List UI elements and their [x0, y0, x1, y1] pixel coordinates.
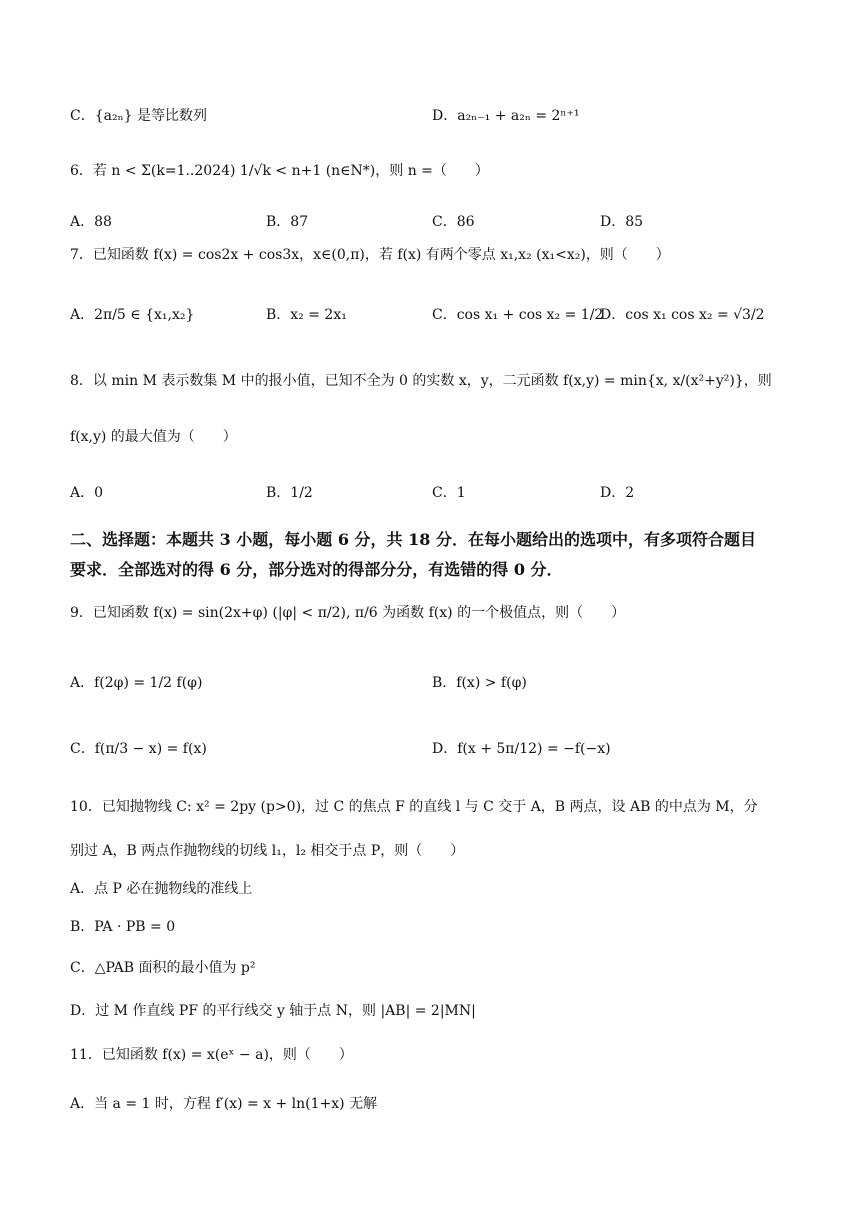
- q9-option-b: B．f(x) > f(φ): [432, 675, 527, 691]
- q10-option-b: B．PA · PB = 0: [70, 919, 176, 935]
- q11-stem: 11．已知函数 f(x) = x(eˣ − a)，则（ ）: [70, 1047, 353, 1063]
- q8-option-b: B．1/2: [266, 485, 313, 501]
- q8-stem: 8．以 min M 表示数集 M 中的报小值，已知不全为 0 的实数 x，y，二元函数 f(x,y) = min{x, x/(x²+y²)}，则: [70, 373, 772, 389]
- q7-option-d: D．cos x₁ cos x₂ = √3/2: [600, 307, 765, 323]
- q9-option-c: C．f(π/3 − x) = f(x): [70, 741, 207, 757]
- q7-stem: 7．已知函数 f(x) = cos2x + cos3x，x∈(0,π)，若 f(x) 有两个零点 x₁,x₂ (x₁<x₂)，则（ ）: [70, 247, 670, 263]
- q8-option-d: D．2: [600, 485, 635, 501]
- section-2-heading-cont: 要求．全部选对的得 6 分，部分选对的得部分分，有选错的得 0 分．: [70, 560, 563, 579]
- q6-option-d: D．85: [600, 214, 644, 230]
- q10-option-a: A．点 P 必在抛物线的准线上: [70, 881, 253, 897]
- q7-option-c: C．cos x₁ + cos x₂ = 1/2: [432, 307, 604, 323]
- q5-option-c: C．{a₂ₙ} 是等比数列: [70, 108, 207, 124]
- q8-option-a: A．0: [70, 485, 104, 501]
- q6-option-a: A．88: [70, 214, 112, 230]
- q9-option-a: A．f(2φ) = 1/2 f(φ): [70, 675, 203, 691]
- q10-option-c: C．△PAB 面积的最小值为 p²: [70, 960, 256, 976]
- q10-option-d: D．过 M 作直线 PF 的平行线交 y 轴于点 N，则 |AB| = 2|MN|: [70, 1003, 476, 1019]
- q9-option-d: D．f(x + 5π/12) = −f(−x): [432, 741, 611, 757]
- q6-option-b: B．87: [266, 214, 309, 230]
- q10-stem: 10．已知抛物线 C: x² = 2py (p>0)，过 C 的焦点 F 的直线 l 与 C 交于 A，B 两点，设 AB 的中点为 M，分: [70, 799, 758, 815]
- q7-option-a: A．2π/5 ∈ {x₁,x₂}: [70, 307, 195, 323]
- q6-stem: 6．若 n < Σ(k=1..2024) 1/√k < n+1 (n∈N*)，则 n =（ ）: [70, 163, 489, 179]
- q8-stem-cont: f(x,y) 的最大值为（ ）: [70, 429, 237, 445]
- q10-stem-cont: 别过 A，B 两点作抛物线的切线 l₁，l₂ 相交于点 P，则（ ）: [70, 843, 465, 859]
- q7-option-b: B．x₂ = 2x₁: [266, 307, 347, 323]
- section-2-heading: 二、选择题：本题共 3 小题，每小题 6 分，共 18 分．在每小题给出的选项中，有多项符合题目: [70, 530, 756, 549]
- q6-option-c: C．86: [432, 214, 475, 230]
- q8-option-c: C．1: [432, 485, 466, 501]
- q11-option-a: A．当 a = 1 时，方程 f′(x) = x + ln(1+x) 无解: [70, 1096, 378, 1112]
- q5-option-d: D．a₂ₙ₋₁ + a₂ₙ = 2ⁿ⁺¹: [432, 108, 580, 124]
- q9-stem: 9．已知函数 f(x) = sin(2x+φ) (|φ| < π/2), π/6 为函数 f(x) 的一个极值点，则（ ）: [70, 605, 626, 621]
